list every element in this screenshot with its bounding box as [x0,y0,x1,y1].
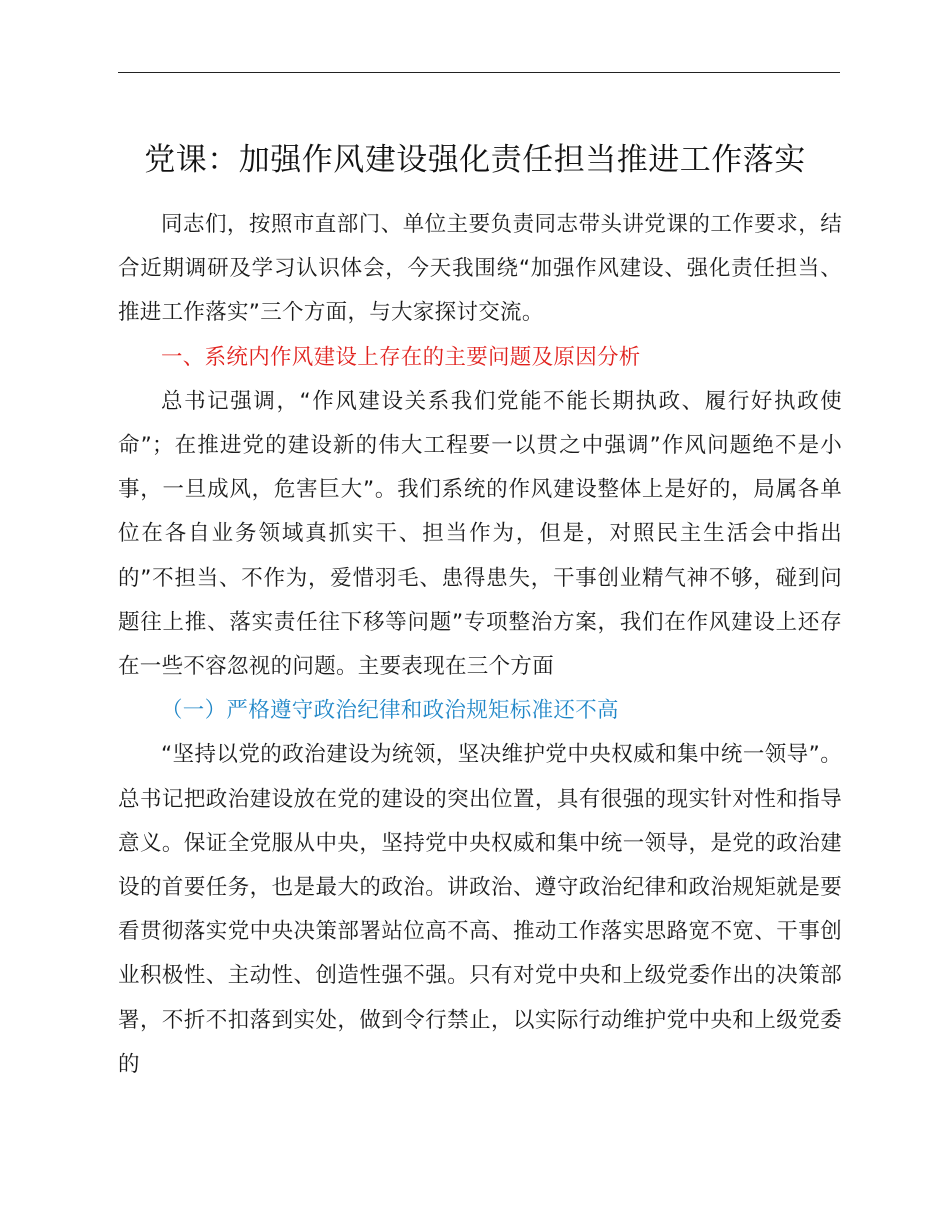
intro-paragraph: 同志们，按照市直部门、单位主要负责同志带头讲党课的工作要求，结合近期调研及学习认识体会，今天我围绕“加强作风建设、强化责任担当、推进工作落实”三个方面，与大家探讨交流。 [118,212,842,326]
document-body [118,203,842,1087]
section-heading-1: 一、系统内作风建设上存在的主要问题及原因分析 [161,344,641,370]
subsection-heading-1: （一）严格遵守政治纪律和政治规矩标准还不高 [161,698,619,724]
body-paragraph: “坚持以党的政治建设为统领，坚决维护党中央权威和集中统一领导”。总书记把政治建设放在党的建设的突出位置，具有很强的现实针对性和指导意义。保证全党服从中央，坚持党中央权威和集中统一领导，是党的政治建设的首要任务，也是最大的政治。讲政治、遵守政治纪律和政治规矩就是要看贯彻落实党中央决策部署站位高不高、推动工作落实思路宽不宽、干事创业积极性、主动性、创造性强不强。只有对党中央和上级党委作出的决策部署，不折不扣落到实处，做到令行禁止，以实际行动维护党中央和上级党委的 [118,742,842,1077]
header-rule [118,72,840,73]
document-title: 党课：加强作风建设强化责任担当推进工作落实 [144,142,806,178]
body-paragraph: 总书记强调，“作风建设关系我们党能不能长期执政、履行好执政使命”；在推进党的建设新的伟大工程要一以贯之中强调”作风问题绝不是小事，一旦成风，危害巨大”。我们系统的作风建设整体上是好的，局属各单位在各自业务领域真抓实干、担当作为，但是，对照民主生活会中指出的”不担当、不作为，爱惜羽毛、患得患失，干事创业精气神不够，碰到问题往上推、落实责任往下移等问题”专项整治方案，我们在作风建设上还存在一些不容忽视的问题。主要表现在三个方面 [118,388,842,680]
